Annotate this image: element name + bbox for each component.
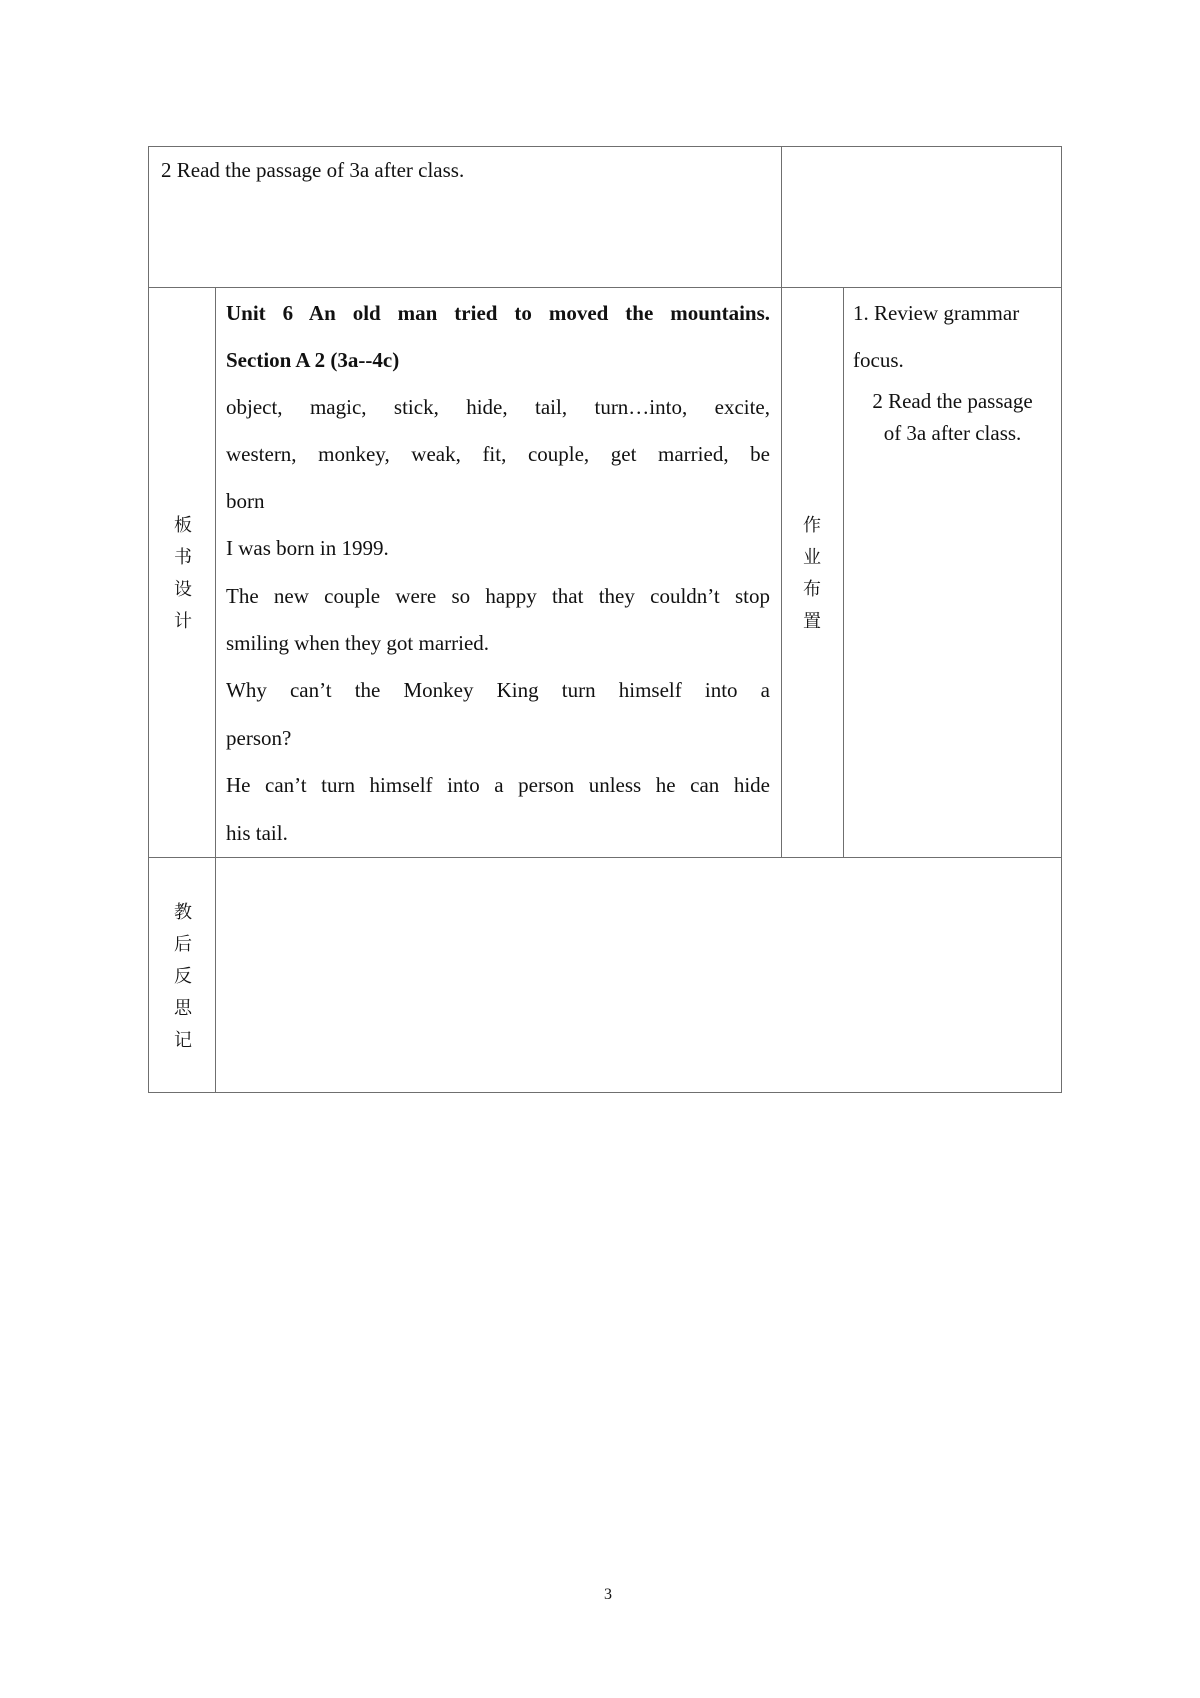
- reflection-label-char: 思: [174, 998, 192, 1019]
- col-divider-main: [781, 146, 782, 858]
- homework-item: 2 Read the passage: [872, 389, 1033, 413]
- homework-item: 1. Review grammar: [853, 301, 1020, 325]
- homework-label-char: 布: [803, 579, 821, 600]
- reflection-label: [168, 897, 198, 1057]
- homework-label: [797, 510, 827, 638]
- table-border-left: [148, 146, 149, 1093]
- reflection-label-char: 记: [174, 1030, 192, 1051]
- board-design-label-char: 书: [174, 547, 192, 568]
- homework-item: focus.: [853, 348, 904, 372]
- col-divider-label: [215, 287, 216, 1093]
- vocab-line: object, magic, stick, hide, tail, turn…into, excite,: [226, 395, 770, 419]
- unit-title: Unit 6 An old man tried to moved the mountains.: [226, 301, 770, 325]
- row-divider-2: [148, 857, 1062, 858]
- board-design-label-char: 计: [174, 611, 192, 632]
- example-sentence: smiling when they got married.: [226, 631, 490, 655]
- section-title: Section A 2 (3a--4c): [226, 348, 400, 372]
- homework-label-char: 业: [803, 547, 821, 568]
- example-sentence: Why can’t the Monkey King turn himself into a: [226, 678, 770, 702]
- homework-label-char: 作: [803, 515, 821, 536]
- reflection-label-char: 教: [174, 902, 192, 923]
- row-divider-1: [148, 287, 1062, 288]
- page-number: 3: [604, 1586, 612, 1603]
- table-border-right: [1061, 146, 1062, 1093]
- example-sentence: He can’t turn himself into a person unless he can hide: [226, 773, 770, 797]
- board-design-label: [168, 510, 198, 638]
- homework-label-char: 置: [803, 611, 821, 632]
- table-border-bottom: [148, 1092, 1062, 1093]
- vocab-line: western, monkey, weak, fit, couple, get married, be: [226, 442, 770, 466]
- example-sentence: I was born in 1999.: [226, 536, 389, 560]
- example-sentence: his tail.: [226, 821, 288, 845]
- board-design-label-char: 设: [174, 579, 192, 600]
- vocab-line: born: [226, 489, 265, 513]
- board-design-label-char: 板: [174, 515, 192, 536]
- reflection-label-char: 后: [174, 934, 192, 955]
- top-row-homework-note: 2 Read the passage of 3a after class.: [161, 158, 465, 182]
- reflection-label-char: 反: [174, 966, 192, 987]
- example-sentence: The new couple were so happy that they couldn’t stop: [226, 584, 770, 608]
- homework-item: of 3a after class.: [883, 421, 1022, 445]
- example-sentence: person?: [226, 726, 292, 750]
- col-divider-homework-label: [843, 287, 844, 858]
